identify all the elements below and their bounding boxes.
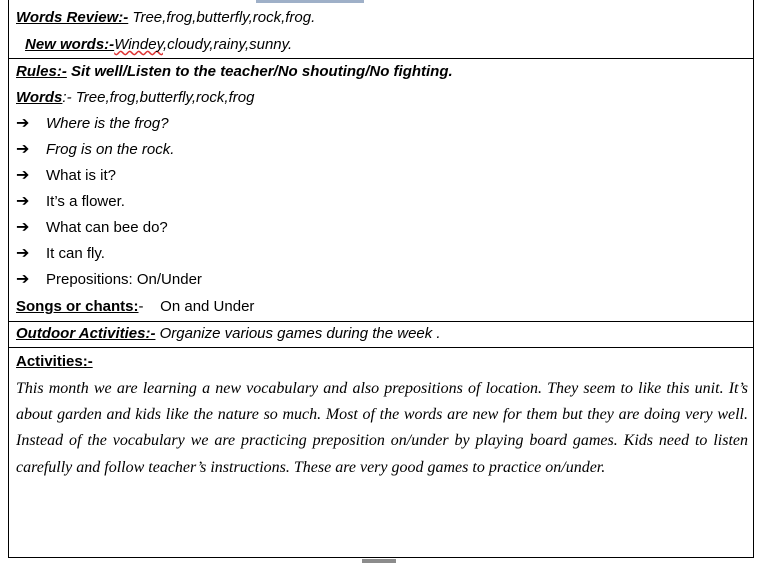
words-row (16, 85, 749, 111)
bottom-ruler-mark (362, 559, 396, 563)
words-label: Words (16, 89, 63, 106)
words-review-text: Tree,frog,butterfly,rock,frog. (128, 9, 316, 26)
row-divider (8, 347, 754, 348)
words-text: :- Tree,frog,butterfly,rock,frog (62, 89, 255, 106)
bullet-text: Prepositions: On/Under (46, 271, 202, 288)
songs-label: Songs or chants: (16, 298, 139, 315)
bullet-text: What can bee do? (46, 219, 168, 236)
arrow-icon: ➔ (16, 141, 30, 158)
arrow-icon: ➔ (16, 115, 30, 132)
arrow-icon: ➔ (16, 245, 30, 262)
rules-text: Sit well/Listen to the teacher/No shouting/No fighting. (66, 63, 453, 80)
arrow-icon: ➔ (16, 193, 30, 210)
activities-label: Activities:- (16, 353, 93, 370)
activities-row (16, 349, 749, 375)
bullet-text: It’s a flower. (46, 193, 125, 210)
arrow-icon: ➔ (16, 271, 30, 288)
arrow-icon: ➔ (16, 219, 30, 236)
rules-label: Rules:- (16, 63, 67, 80)
bullet-item (16, 215, 749, 241)
activities-paragraph: This month we are learning a new vocabulary and also prepositions of location. They seem to like this unit. It’s about garden and kids like the nature so much. Most of the words are new for them but they are doing very well. Instead of the vocabulary we are practicing preposition on/under by playing board games. Kids need to listen carefully and follow teacher’s instructions. These are very good games to practice on/under. (16, 380, 748, 476)
new-words-misspelled: Windey (114, 36, 163, 53)
rules-row (16, 59, 749, 85)
outdoor-row (16, 321, 749, 347)
arrow-icon: ➔ (16, 167, 30, 184)
bullet-text: It can fly. (46, 245, 105, 262)
new-words-label: New words:- (25, 36, 115, 53)
bullet-item (16, 241, 749, 267)
outdoor-label: Outdoor Activities:- (16, 325, 156, 342)
words-review-row (16, 5, 749, 31)
words-review-label: Words Review:- (16, 9, 129, 26)
bullet-item (16, 163, 749, 189)
bullet-text: Where is the frog? (46, 115, 169, 132)
bullet-item (16, 189, 749, 215)
songs-text: - On and Under (138, 298, 255, 315)
outdoor-text: Organize various games during the week . (155, 325, 441, 342)
bullet-item (16, 267, 749, 293)
new-words-text: ,cloudy,rainy,sunny. (162, 36, 293, 53)
bullet-text: Frog is on the rock. (46, 141, 175, 158)
songs-row (16, 294, 749, 320)
bullet-text: What is it? (46, 167, 117, 184)
new-words-row (25, 32, 749, 58)
bullet-item (16, 137, 749, 163)
bullet-item (16, 111, 749, 137)
